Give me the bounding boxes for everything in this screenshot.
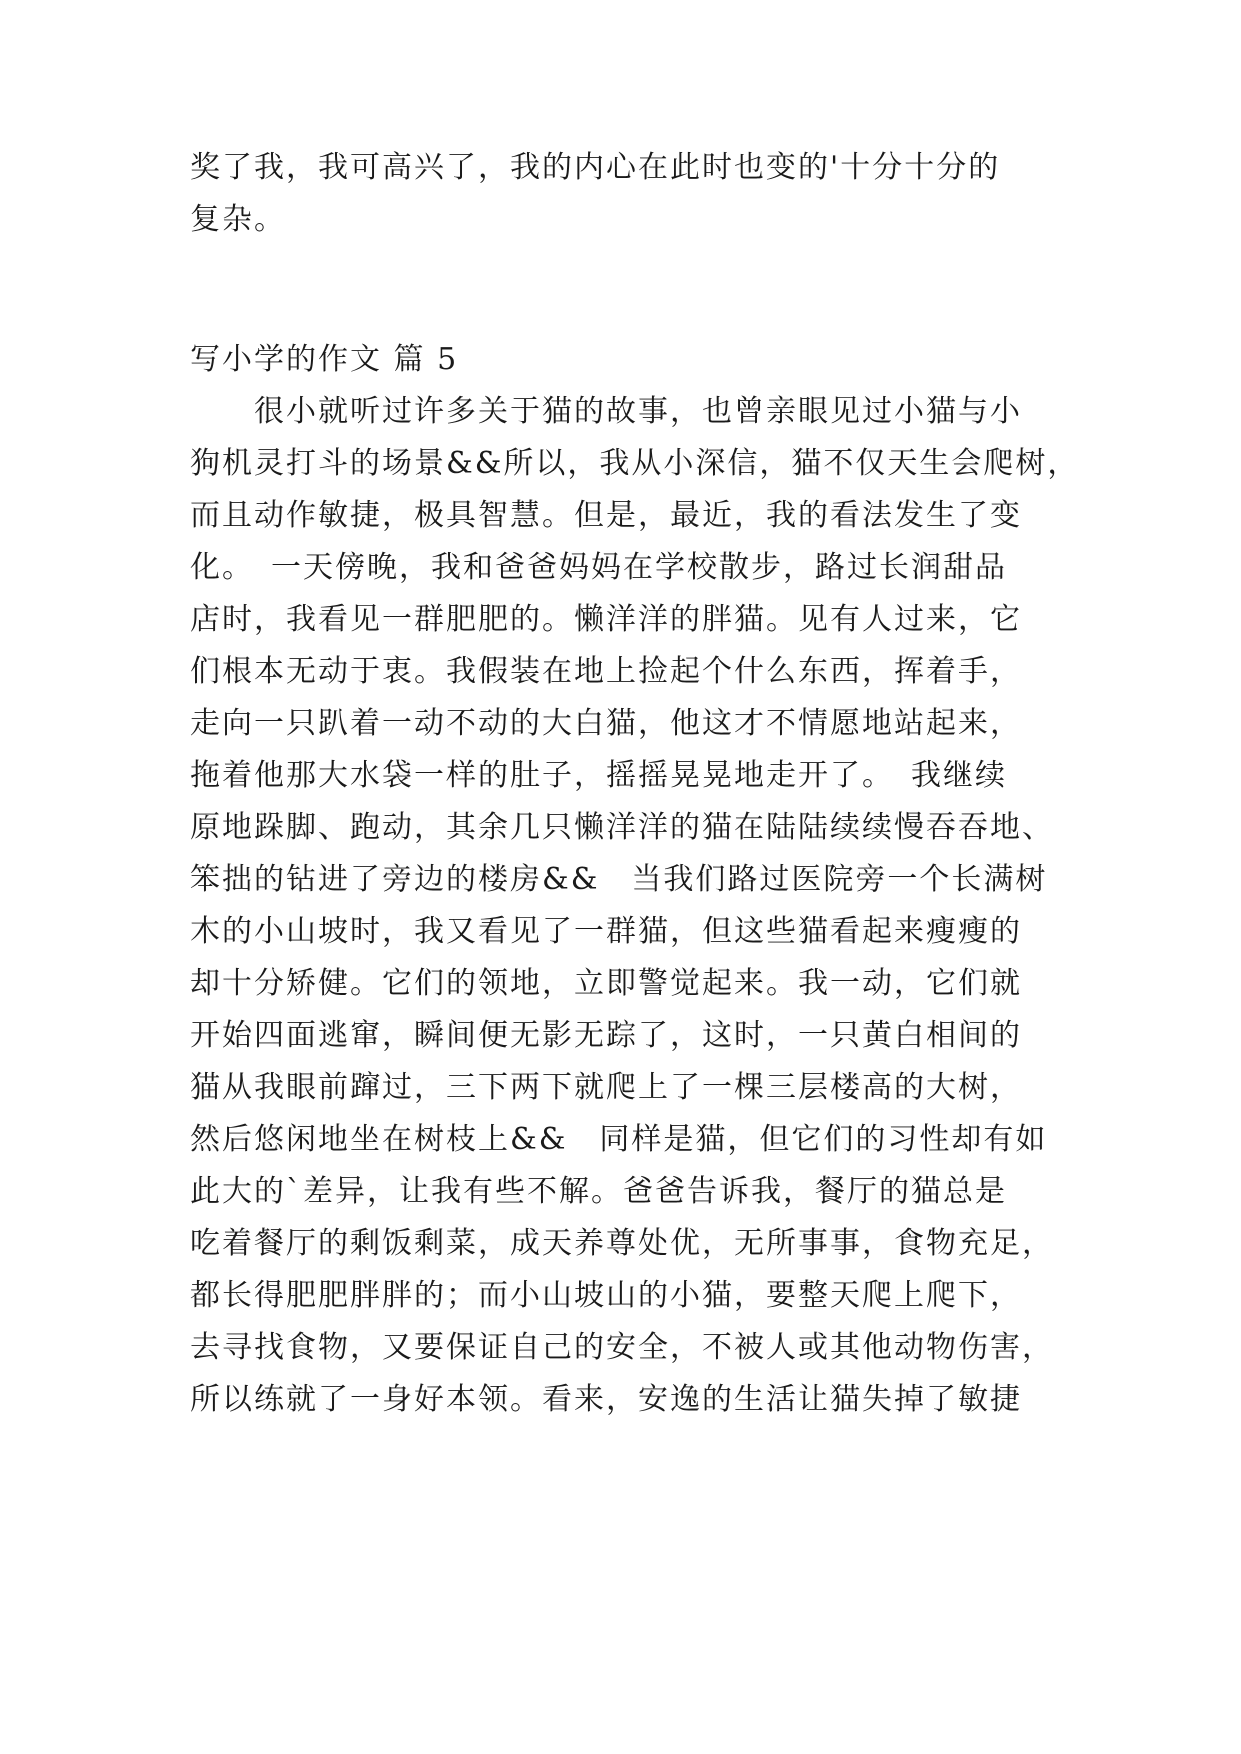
body-line: 笨拙的钻进了旁边的楼房&& 当我们路过医院旁一个长满树 xyxy=(190,862,1048,897)
section-heading: 写小学的作文 篇 5 xyxy=(190,342,459,377)
intro-line: 奖了我，我可高兴了，我的内心在此时也变的'十分十分的 xyxy=(190,150,1001,185)
body-line: 却十分矫健。它们的领地，立即警觉起来。我一动，它们就 xyxy=(190,966,1022,1001)
intro-line: 复杂。 xyxy=(190,202,286,237)
body-line: 原地跺脚、跑动，其余几只懒洋洋的猫在陆陆续续慢吞吞地、 xyxy=(190,810,1054,845)
body-line: 此大的`差异，让我有些不解。爸爸告诉我，餐厅的猫总是 xyxy=(190,1174,1007,1209)
body-line: 拖着他那大水袋一样的肚子，摇摇晃晃地走开了。 我继续 xyxy=(190,758,1007,793)
body-line: 然后悠闲地坐在树枝上&& 同样是猫，但它们的习性却有如 xyxy=(190,1122,1048,1157)
body-line: 们根本无动于衷。我假装在地上捡起个什么东西，挥着手， xyxy=(190,654,1022,689)
body-line: 化。 一天傍晚，我和爸爸妈妈在学校散步，路过长润甜品 xyxy=(190,550,1007,585)
body-line: 吃着餐厅的剩饭剩菜，成天养尊处优，无所事事，食物充足， xyxy=(190,1226,1054,1261)
body-line: 而且动作敏捷，极具智慧。但是，最近，我的看法发生了变 xyxy=(190,498,1022,533)
body-line: 所以练就了一身好本领。看来，安逸的生活让猫失掉了敏捷 xyxy=(190,1382,1022,1417)
body-line: 店时，我看见一群肥肥的。懒洋洋的胖猫。见有人过来，它 xyxy=(190,602,1022,637)
body-line: 开始四面逃窜，瞬间便无影无踪了，这时，一只黄白相间的 xyxy=(190,1018,1022,1053)
body-line: 很小就听过许多关于猫的故事，也曾亲眼见过小猫与小 xyxy=(190,394,1022,429)
body-line: 去寻找食物，又要保证自己的安全，不被人或其他动物伤害， xyxy=(190,1330,1054,1365)
body-line: 都长得肥肥胖胖的；而小山坡山的小猫，要整天爬上爬下， xyxy=(190,1278,1022,1313)
body-line: 木的小山坡时，我又看见了一群猫，但这些猫看起来瘦瘦的 xyxy=(190,914,1022,949)
body-line: 走向一只趴着一动不动的大白猫，他这才不情愿地站起来， xyxy=(190,706,1022,741)
body-line: 猫从我眼前蹿过，三下两下就爬上了一棵三层楼高的大树， xyxy=(190,1070,1022,1105)
body-line: 狗机灵打斗的场景&&所以，我从小深信，猫不仅天生会爬树， xyxy=(190,446,1080,481)
